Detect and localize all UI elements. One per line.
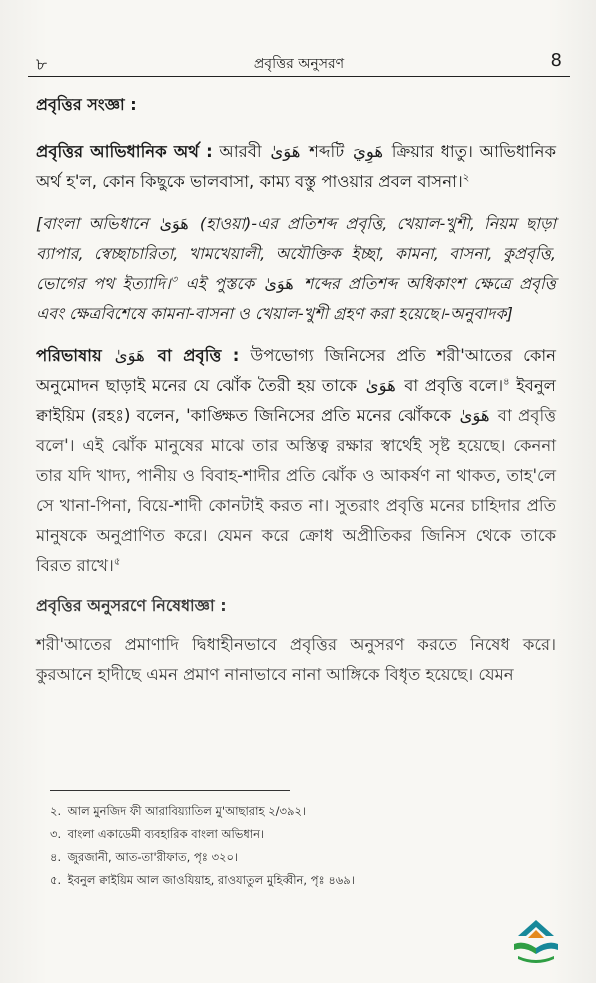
text-span: ক্রিয়ার ধাতু। আভিধানিক অর্থ হ'ল, কোন কিছুকে ভালবাসা, কাম্য বস্তু পাওয়ার প্রবল বাসনা। — [36, 142, 556, 191]
footnotes — [50, 800, 520, 892]
text-span: ইবনুল ক্বাইয়িম (রহঃ) বলেন, 'কাঙ্ক্ষিত জিনিসের প্রতি মনের ঝোঁককে — [36, 376, 556, 425]
text-span: বা প্রবৃত্তি বলে। — [404, 376, 504, 395]
technical-meaning-label: পরিভাষায় — [36, 346, 102, 365]
footnote-number: ২. — [50, 804, 62, 818]
paragraph-prohibition: শরী'আতের প্রমাণাদি দ্বিধাহীনভাবে প্রবৃত্তির অনুসরণ করতে নিষেধ করে। কুরআনে হাদীছে এমন প্রমাণ নানাভাবে নানা আঙ্গিকে বিধৃত হয়েছে। যেমন — [36, 635, 556, 684]
running-title: প্রবৃত্তির অনুসরণ — [253, 56, 345, 72]
page-number-right: 8 — [550, 50, 562, 71]
footnote-text: ইবনুল ক্বাইয়িম আল জাওযিয়াহ, রাওযাতুল মুহিব্বীন, পৃঃ ৪৬৯। — [67, 873, 355, 887]
arabic-word: هَوَىٰ — [114, 346, 145, 365]
footnote-text: জুরজানী, আত-তা'রীফাত, পৃঃ ৩২০। — [67, 850, 239, 864]
text-span: (হাওয়া)-এর প্রতিশব্দ প্রবৃত্তি, খেয়াল-খুশী, নিয়ম ছাড়া ব্যাপার, স্বেচ্ছাচারিতা, খামখেয়ালী, অযৌক্তিক ইচ্ছা, কামনা, বাসনা, কুপ্রবৃত্তি, ভোগের পথ ইত্যাদি। — [36, 214, 557, 293]
footnote-item — [50, 846, 520, 869]
text-span: বা প্রবৃত্তি বলে'। এই ঝোঁক মানুষের মাঝে তার অস্তিত্ব রক্ষার স্বার্থেই সৃষ্ট হয়েছে। কেননা তার যদি খাদ্য, পানীয় ও বিবাহ-শাদীর প্রতি ঝোঁক ও আকর্ষণ না থাকত, তাহ'লে সে খানা-পিনা, বিয়ে-শাদী কোনটাই করত না। সুতরাং প্রবৃত্তি মনের চাহিদার প্রতি মানুষকে অনুপ্রাণিত করে। যেমন করে ক্রোধ অপ্রীতিকর জিনিস থেকে তাকে বিরত রাখে। — [36, 406, 556, 575]
logo-wave — [518, 956, 554, 963]
arabic-word: هَوَىٰ — [264, 274, 294, 293]
page-number-left: ৮ — [36, 55, 48, 75]
footnote-marker[interactable]: ৩ — [170, 274, 178, 286]
footnote-text: আল মুনজিদ ফী আরাবিয়্যাতিল মু'আছারাহ ২/৩৯২। — [67, 804, 307, 818]
footnote-divider — [50, 790, 290, 791]
paragraph-translator-note — [36, 209, 556, 329]
publisher-logo-icon — [508, 914, 564, 970]
text-span: [বাংলা অভিধানে — [36, 214, 149, 233]
text-span: শব্দের প্রতিশব্দ অধিকাংশ ক্ষেত্রে প্রবৃত্তি এবং ক্ষেত্রবিশেষে কামনা-বাসনা ও খেয়াল-খুশী গ্রহণ করা হয়েছে।-অনুবাদক] — [36, 274, 556, 323]
footnote-number: ৩. — [50, 827, 62, 841]
page-body — [36, 92, 556, 690]
paragraph-technical-meaning — [36, 341, 556, 581]
footnote-marker[interactable]: ৪ — [503, 376, 510, 388]
section-heading-prohibition: প্রবৃত্তির অনুসরণে নিষেধাজ্ঞা : — [36, 596, 227, 615]
arabic-word: هَوَىٰ — [459, 406, 490, 425]
text-span: আরবী — [219, 142, 262, 161]
footnote-text: বাংলা একাডেমী ব্যবহারিক বাংলা অভিধান। — [67, 827, 265, 841]
arabic-word: هَوَىٰ — [159, 214, 189, 233]
footnote-number: ৫. — [50, 873, 62, 887]
text-span: শব্দটি — [309, 142, 345, 161]
footnote-number: ৪. — [50, 850, 62, 864]
section-heading-definition: প্রবৃত্তির সংজ্ঞা : — [36, 95, 137, 114]
paragraph-lexical-meaning — [36, 137, 556, 197]
footnote-marker[interactable]: ২ — [462, 172, 470, 184]
footnote-item — [50, 823, 520, 846]
logo-book-right — [536, 943, 558, 954]
arabic-word: هَوِيَ — [352, 142, 384, 161]
arabic-word: هَوَىٰ — [270, 142, 301, 161]
text-span: উপভোগ্য জিনিসের প্রতি শরী'আতের কোন অনুমোদন ছাড়াই মনের যে ঝোঁক তৈরী হয় তাকে — [36, 346, 557, 395]
footnote-item — [50, 800, 520, 823]
footnote-item — [50, 869, 520, 892]
text-span: এই পুস্তকে — [185, 274, 255, 293]
technical-meaning-label-suffix: বা প্রবৃত্তি : — [157, 346, 240, 365]
logo-book-left — [514, 943, 536, 954]
footnote-marker[interactable]: ৫ — [113, 556, 121, 568]
lexical-meaning-label: প্রবৃত্তির আভিধানিক অর্থ : — [36, 142, 213, 161]
page-header — [28, 46, 570, 77]
arabic-word: هَوَىٰ — [365, 376, 396, 395]
